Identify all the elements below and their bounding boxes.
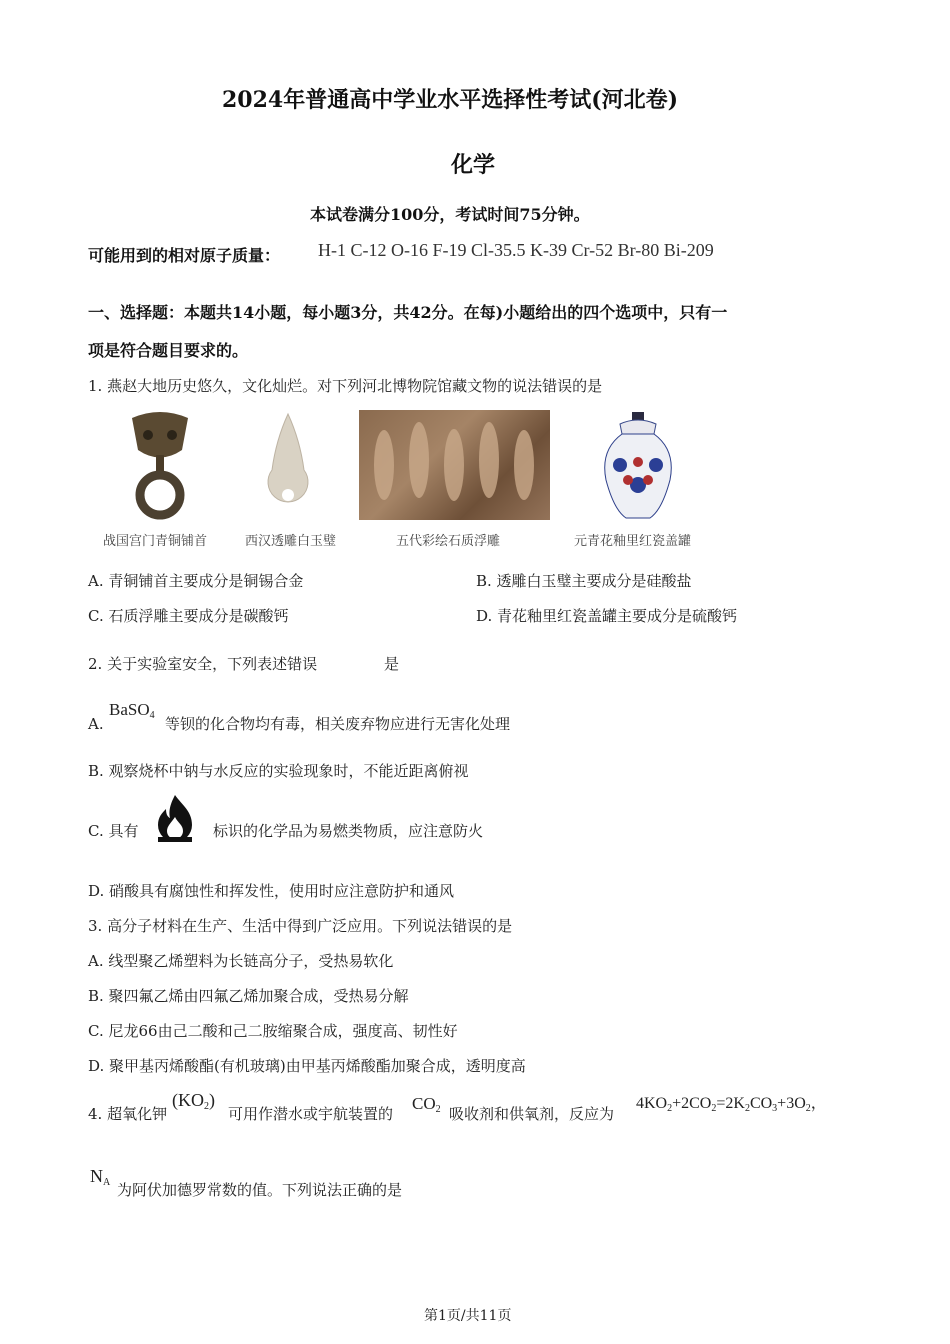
eq-sub: 2 <box>744 1103 750 1114</box>
white-jade-bi-image <box>258 410 318 520</box>
exam-title: 2024年普通高中学业水平选择性考试(河北卷) <box>222 87 679 113</box>
q1-option-c: C. 石质浮雕主要成分是碳酸钙 <box>88 607 289 625</box>
formula-text: CO <box>412 1094 436 1113</box>
q4-text-4: 为阿伏加德罗常数的值。下列说法正确的是 <box>117 1181 403 1199</box>
stone-relief-image <box>359 410 550 520</box>
atomic-mass-label: 可能用到的相对原子质量： <box>88 246 281 265</box>
q3-option-c: C. 尼龙66由己二酸和己二胺缩聚合成，强度高、韧性好 <box>88 1022 458 1040</box>
eq-sub: 3 <box>772 1103 778 1114</box>
formula-paren: ) <box>209 1090 215 1110</box>
eq-part: CO <box>749 1095 773 1112</box>
porcelain-jar-image <box>598 410 678 522</box>
section-heading-cont: 项是符合题目要求的。 <box>88 341 249 360</box>
q2-stem: 2. 关于实验室安全，下列表述错误 <box>88 655 318 673</box>
exam-info: 本试卷满分100分，考试时间75分钟。 <box>310 205 590 224</box>
atomic-masses: H-1 C-12 O-16 F-19 Cl-35.5 K-39 Cr-52 Br-80 Bi-209 <box>318 240 714 260</box>
q3-option-a: A. 线型聚乙烯塑料为长链高分子，受热易软化 <box>88 952 394 970</box>
eq-part: +3O <box>777 1095 806 1112</box>
formula-sub: 2 <box>204 1101 209 1112</box>
q3-stem: 3. 高分子材料在生产、生活中得到广泛应用。下列说法错误的是 <box>88 917 513 935</box>
q2-option-c-prefix: C. 具有 <box>88 822 139 840</box>
avogadro-symbol <box>90 1166 110 1193</box>
q3-option-b: B. 聚四氟乙烯由四氟乙烯加聚合成，受热易分解 <box>88 987 409 1005</box>
q4-equation <box>636 1094 827 1119</box>
eq-part: =2K <box>716 1095 745 1112</box>
flammable-icon <box>152 793 198 843</box>
q4-text-1: 4. 超氧化钾 <box>88 1105 168 1123</box>
q1-option-b: B. 透雕白玉璧主要成分是硅酸盐 <box>476 572 692 590</box>
q1-option-d: D. 青花釉里红瓷盖罐主要成分是硫酸钙 <box>476 607 738 625</box>
q2-stem-end: 是 <box>384 655 400 673</box>
q2-option-d: D. 硝酸具有腐蚀性和挥发性，使用时应注意防护和通风 <box>88 882 455 900</box>
formula-sub: 2 <box>435 1104 441 1115</box>
q2-option-a-prefix: A. <box>88 715 104 733</box>
q3-option-d: D. 聚甲基丙烯酸酯(有机玻璃)由甲基丙烯酸酯加聚合成，透明度高 <box>88 1057 526 1075</box>
na-sub: A <box>103 1177 111 1188</box>
formula-text: (KO <box>172 1090 204 1110</box>
q4-text-2: 可用作潜水或宇航装置的 <box>228 1105 394 1123</box>
q4-text-3: 吸收剂和供氧剂，反应为 <box>449 1105 615 1123</box>
eq-part: +2CO <box>672 1095 712 1112</box>
q2-option-b: B. 观察烧杯中钠与水反应的实验现象时，不能近距离俯视 <box>88 762 469 780</box>
q4-formula-co2 <box>412 1094 441 1120</box>
subject-title: 化学 <box>451 152 496 178</box>
na-text: N <box>90 1166 103 1186</box>
caption-porcelain: 元青花釉里红瓷盖罐 <box>574 534 692 549</box>
caption-bronze: 战国宫门青铜铺首 <box>103 534 208 549</box>
eq-comma: ， <box>810 1095 827 1112</box>
q2-option-c-text: 标识的化学品为易燃类物质，应注意防火 <box>213 822 484 840</box>
q4-formula-ko2 <box>172 1090 215 1117</box>
q2-formula <box>109 700 155 726</box>
page-footer: 第1页/共11页 <box>424 1308 512 1324</box>
section-heading: 一、选择题：本题共14小题，每小题3分，共42分。在每)小题给出的四个选项中，只有一 <box>88 303 728 322</box>
q2-option-a-text: 等钡的化合物均有毒，相关废弃物应进行无害化处理 <box>165 715 511 733</box>
q1-option-a: A. 青铜铺首主要成分是铜锡合金 <box>88 572 304 590</box>
eq-sub: 2 <box>805 1103 811 1114</box>
eq-sub: 2 <box>711 1103 717 1114</box>
caption-jade: 西汉透雕白玉璧 <box>245 534 337 549</box>
formula-sub: 4 <box>149 710 155 721</box>
caption-relief: 五代彩绘石质浮雕 <box>396 534 501 549</box>
q1-stem: 1. 燕赵大地历史悠久，文化灿烂。对下列河北博物院馆藏文物的说法错误的是 <box>88 377 603 395</box>
eq-part: 4KO <box>636 1095 668 1112</box>
bronze-door-knocker-image <box>120 410 200 520</box>
formula-text: BaSO <box>109 700 150 719</box>
eq-sub: 2 <box>667 1103 673 1114</box>
